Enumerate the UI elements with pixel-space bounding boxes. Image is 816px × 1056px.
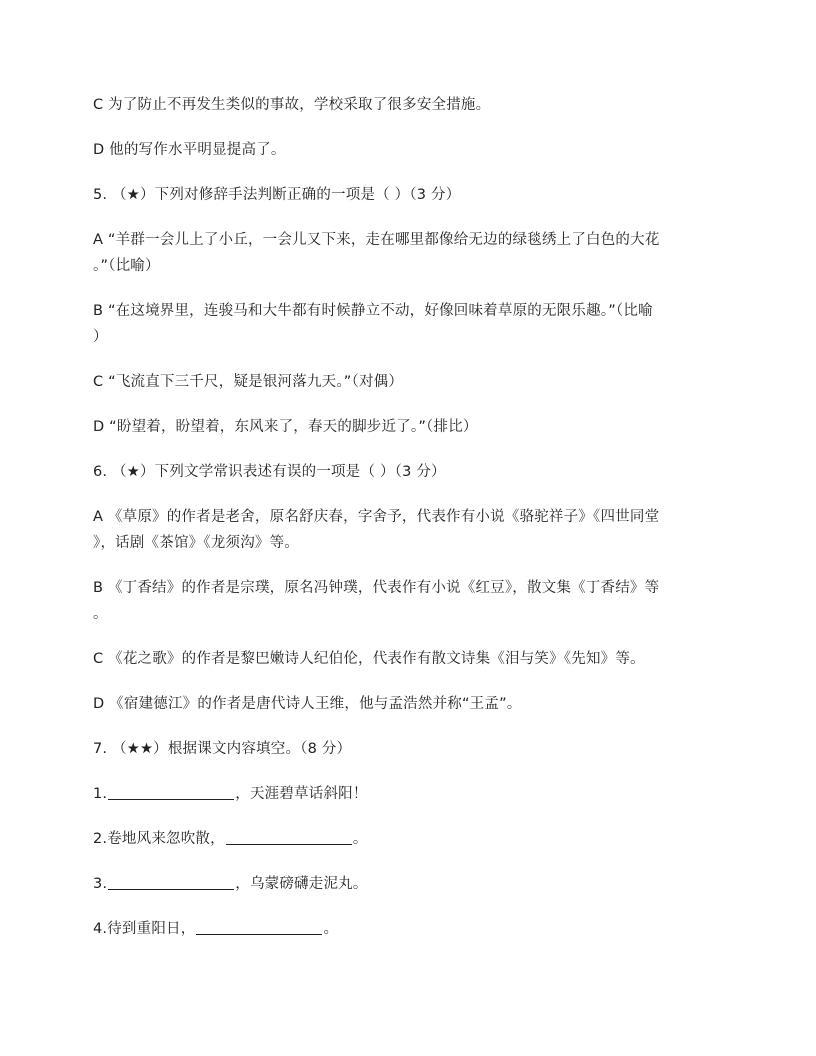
- fill-blank-4-suffix: 。: [323, 921, 339, 937]
- q5-option-d: D “盼望着，盼望着，东风来了，春天的脚步近了。”（排比）: [93, 419, 478, 435]
- q6-option-d: D 《宿建德江》的作者是唐代诗人王维，他与孟浩然并称“王孟”。: [93, 696, 522, 712]
- q5-option-c: C “飞流直下三千尺，疑是银河落九天。”（对偶）: [93, 374, 404, 390]
- q6-option-b: [93, 575, 733, 627]
- fill-blank-2-suffix: 。: [352, 831, 368, 847]
- q5-option-b-line-2: ）: [93, 329, 108, 345]
- q6-option-c: C 《花之歌》的作者是黎巴嫩诗人纪伯伦，代表作有散文诗集《泪与笑》《先知》等。: [93, 651, 645, 667]
- fill-blank-1-line[interactable]: [108, 784, 234, 800]
- q6-option-b-line-2: 。: [93, 606, 108, 622]
- question-5-stem: 5. （★）下列对修辞手法判断正确的一项是（ ）（3 分）: [93, 187, 461, 203]
- fill-blank-2-line[interactable]: [226, 829, 352, 845]
- q4-option-c: C 为了防止不再发生类似的事故，学校采取了很多安全措施。: [93, 97, 491, 113]
- q5-option-a: [93, 227, 733, 279]
- fill-blank-2: [93, 826, 733, 852]
- q5-option-a-line-2: 。”（比喻）: [93, 258, 160, 274]
- q5-option-a-line-1: A “羊群一会儿上了小丘，一会儿又下来，走在哪里都像给无边的绿毯绣上了白色的大花: [93, 232, 660, 248]
- question-6-stem: 6. （★）下列文学常识表述有误的一项是（ ）（3 分）: [93, 464, 446, 480]
- fill-blank-1-suffix: ，天涯碧草话斜阳！: [235, 786, 368, 802]
- q5-option-b: [93, 298, 733, 350]
- fill-blank-4-prefix: 4.待到重阳日，: [93, 921, 196, 937]
- q5-option-b-line-1: B “在这境界里，连骏马和大牛都有时候静立不动，好像回味着草原的无限乐趣。”（比喻: [93, 303, 653, 319]
- fill-blank-1-prefix: 1.: [93, 786, 108, 802]
- q6-option-a-line-2: 》，话剧《茶馆》《龙须沟》等。: [93, 535, 299, 551]
- fill-blank-1: [93, 781, 733, 807]
- fill-blank-3-suffix: ，乌蒙磅礴走泥丸。: [235, 876, 368, 892]
- fill-blank-3: [93, 871, 733, 897]
- fill-blank-4: [93, 916, 733, 942]
- q6-option-a-line-1: A 《草原》的作者是老舍，原名舒庆春，字舍予，代表作有小说《骆驼祥子》《四世同堂: [93, 509, 660, 525]
- fill-blank-3-line[interactable]: [108, 874, 234, 890]
- fill-blank-2-prefix: 2.卷地风来忽吹散，: [93, 831, 225, 847]
- q4-option-d: D 他的写作水平明显提高了。: [93, 142, 286, 158]
- question-7-stem: 7. （★★）根据课文内容填空。（8 分）: [93, 741, 352, 757]
- document-content: [93, 92, 733, 942]
- q6-option-a: [93, 504, 733, 556]
- q6-option-b-line-1: B 《丁香结》的作者是宗璞，原名冯钟璞，代表作有小说《红豆》，散文集《丁香结》等: [93, 580, 660, 596]
- fill-blank-4-line[interactable]: [196, 919, 322, 935]
- fill-blank-3-prefix: 3.: [93, 876, 108, 892]
